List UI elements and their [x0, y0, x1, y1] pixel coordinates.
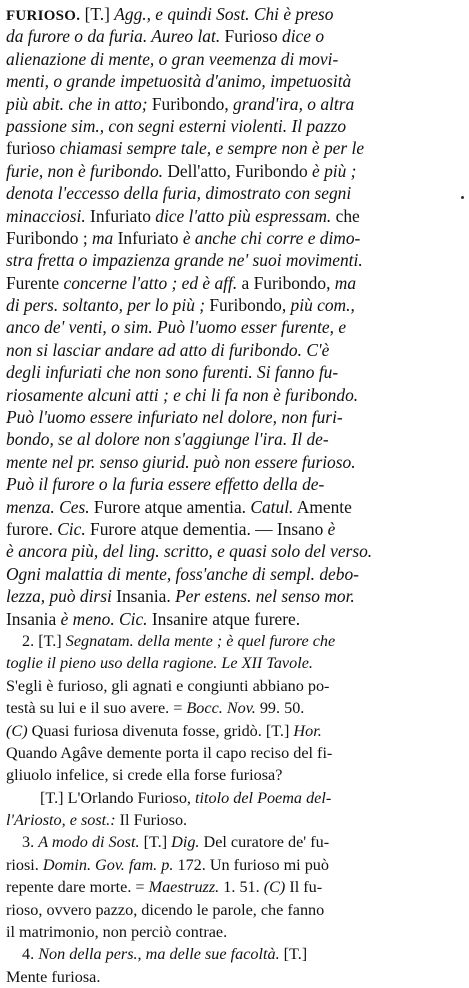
text-run: Può l'uomo essere infuriato nel dolore, non furi-: [6, 407, 343, 428]
text-run: Insania.: [111, 586, 176, 607]
text-run: 2.: [22, 631, 39, 650]
text-line: [6, 966, 464, 988]
text-run: Domin. Gov. fam. p.: [42, 855, 174, 874]
text-run: chiamasi sempre tale, e sempre non è per le: [59, 138, 365, 159]
text-run: [T.]: [38, 631, 66, 650]
text-run: Furore atque dementia. — Insano: [85, 518, 328, 539]
text-run: Furibondo,: [147, 93, 234, 114]
text-line: [6, 652, 464, 674]
text-run: toglie il pieno uso della ragione. Le XII Tavole.: [6, 654, 313, 673]
text-run: bondo, se al dolore non s'aggiunge l'ira. Il de-: [6, 429, 329, 450]
text-run: passione sim., con segni esterni violenti. Il pazzo: [6, 115, 347, 136]
text-run: 172. Un furioso mi può: [173, 855, 329, 874]
text-run: titolo del Poema del-: [195, 788, 332, 807]
text-line: [6, 943, 464, 965]
text-line: [6, 384, 464, 406]
text-line: [6, 697, 464, 719]
text-run: L'Orlando Furioso,: [67, 788, 196, 807]
text-run: non si lasciar andare ad atto di furibondo. C'è: [6, 339, 330, 360]
text-run: Bocc. Nov.: [186, 699, 256, 718]
text-run: Dell'atto,: [163, 160, 236, 181]
text-run: più abit. che in atto;: [6, 93, 148, 114]
text-line: [6, 451, 464, 473]
text-run: dice o: [282, 26, 325, 47]
text-run: più com.,: [290, 295, 355, 316]
text-run: gliuolo infelice, si crede ella forse furiosa?: [6, 766, 283, 785]
text-run: Furente: [6, 272, 64, 293]
text-run: Furore atque amentia.: [89, 496, 251, 517]
text-run: A modo di Sost.: [38, 833, 140, 852]
text-line: [6, 361, 464, 383]
text-line: [6, 563, 464, 585]
text-run: Agg., e quindi Sost. Chi è preso: [114, 4, 334, 24]
text-run: il matrimonio, non perciò contrae.: [6, 923, 228, 942]
text-run: Può il furore o la furia essere effetto della de-: [6, 474, 325, 495]
text-line: [6, 272, 464, 294]
text-run: concerne l'atto ; ed è aff.: [63, 272, 238, 293]
text-run: è anche chi corre e dimo-: [182, 227, 361, 248]
text-run: è: [327, 518, 336, 539]
text-run: riosi.: [6, 855, 43, 874]
text-line: [6, 764, 464, 786]
text-run: a: [237, 272, 254, 293]
text-run: è più ;: [312, 160, 357, 181]
text-run: è ancora più, del ling. scritto, e quasi solo del verso.: [6, 541, 373, 562]
text-line: [6, 93, 464, 115]
text-line: [6, 227, 464, 249]
text-run: dice l'atto più espressam.: [155, 205, 332, 226]
text-run: menza. Ces.: [6, 496, 90, 517]
text-run: Infuriato: [117, 227, 183, 248]
text-line: [6, 496, 464, 518]
text-line: [6, 540, 464, 562]
text-line: [6, 787, 464, 809]
text-line: [6, 115, 464, 137]
text-line: [6, 854, 464, 876]
text-line: [6, 137, 464, 159]
text-run: S'egli è furioso, gli agnati e congiunti abbiano po-: [6, 676, 330, 695]
text-run: Insania: [6, 608, 61, 629]
text-run: (C): [263, 878, 286, 897]
text-run: minacciosi.: [6, 205, 86, 226]
text-run: 3.: [22, 833, 39, 852]
text-line: [6, 921, 464, 943]
text-line: [6, 428, 464, 450]
text-run: 1. 51.: [219, 878, 264, 897]
text-line: [6, 25, 464, 47]
text-run: Catul.: [250, 496, 294, 517]
text-run: [T.]: [265, 721, 294, 740]
text-run: 99. 50.: [255, 699, 305, 718]
text-line: [6, 294, 464, 316]
text-run: furioso: [6, 138, 60, 159]
text-line: [6, 160, 464, 182]
text-run: Per estens. nel senso mor.: [175, 586, 355, 607]
text-run: furore.: [6, 518, 58, 539]
text-run: grand'ira, o altra: [233, 93, 355, 114]
text-run: alienazione di mente, o gran veemenza di movi-: [6, 48, 339, 69]
text-run: Cic.: [57, 518, 86, 539]
margin-mark: [461, 196, 464, 199]
text-line: [6, 899, 464, 921]
text-run: Amente: [293, 496, 352, 517]
text-run: Il fu-: [285, 878, 323, 897]
text-run: [T.]: [40, 788, 68, 807]
text-line: [6, 809, 464, 831]
text-run: Furibondo,: [253, 272, 335, 293]
text-run: anco de' venti, o sim. Può l'uomo esser furente, e: [6, 317, 347, 338]
text-run: Ogni malattia di mente, foss'anche di sempl. debo-: [6, 563, 359, 584]
text-run: (C): [6, 721, 32, 740]
text-run: Quando Agâve demente porta il capo reciso del fi-: [6, 743, 333, 762]
text-run: Hor.: [293, 721, 322, 740]
text-run: [T.]: [279, 945, 308, 964]
text-line: [6, 70, 464, 92]
text-run: Furibondo ;: [6, 227, 92, 248]
text-line: [6, 585, 464, 607]
text-run: 4.: [22, 945, 39, 964]
dictionary-entry: [6, 3, 464, 988]
text-run: che: [331, 205, 360, 226]
text-run: Del curatore de' fu-: [199, 833, 330, 852]
text-run: Maestruzz.: [148, 878, 220, 897]
text-line: [6, 675, 464, 697]
text-line: [6, 339, 464, 361]
text-line: [6, 182, 464, 204]
text-line: [6, 48, 464, 70]
text-run: riosamente alcuni atti ; e chi li fa non è furibondo.: [6, 384, 359, 405]
text-line: [6, 249, 464, 271]
text-run: furie, non è furibondo.: [6, 160, 163, 181]
text-run: Segnatam. della mente ; è quel furore che: [65, 631, 336, 650]
text-line: [6, 316, 464, 338]
text-run: da furore o da furia. Aureo lat.: [6, 26, 221, 47]
text-run: Furibondo: [235, 160, 313, 181]
text-run: [T.]: [80, 4, 115, 24]
text-run: è meno. Cic.: [60, 608, 148, 629]
text-run: Dig.: [171, 833, 200, 852]
text-run: degli infuriati che non sono furenti. Si fanno fu-: [6, 362, 339, 383]
text-line: [6, 608, 464, 630]
text-run: stra fretta o impazienza grande ne' suoi movimenti.: [6, 250, 363, 271]
text-run: ma: [334, 272, 357, 293]
text-run: Furibondo,: [205, 295, 291, 316]
text-run: Il Furioso.: [115, 811, 188, 830]
entry-senses-2-4: [6, 630, 464, 988]
text-run: Quasi furiosa divenuta fosse, gridò.: [31, 721, 266, 740]
text-run: ma: [92, 227, 118, 248]
text-run: rioso, ovvero pazzo, dicendo le parole, che fanno: [6, 900, 325, 919]
text-run: di pers. soltanto, per lo più ;: [6, 295, 206, 316]
text-run: FURIOSO.: [6, 8, 81, 24]
text-run: [T.]: [139, 833, 172, 852]
text-run: menti, o grande impetuosità d'animo, impetuosità: [6, 71, 352, 92]
text-run: lezza, può dirsi: [6, 586, 112, 607]
text-run: Insanire atque furere.: [147, 608, 301, 629]
text-run: Furioso: [220, 26, 283, 47]
text-run: l'Ariosto, e sost.:: [6, 811, 116, 830]
text-line: [6, 720, 464, 742]
text-run: Non della pers., ma delle sue facoltà.: [38, 945, 280, 964]
text-run: denota l'eccesso della furia, dimostrato con segni: [6, 183, 352, 204]
text-run: repente dare morte. =: [6, 878, 149, 897]
text-run: Infuriato: [85, 205, 156, 226]
text-run: mente nel pr. senso giurid. può non essere furioso.: [6, 451, 356, 472]
text-line: [6, 473, 464, 495]
text-run: Mente furiosa.: [6, 967, 101, 986]
text-run: testà su lui e il suo avere. =: [6, 699, 187, 718]
text-line: [6, 831, 464, 853]
text-line: [6, 630, 464, 652]
entry-sense-1: [6, 3, 464, 630]
text-line: [6, 518, 464, 540]
text-line: [6, 205, 464, 227]
text-line: [6, 406, 464, 428]
text-line: [6, 742, 464, 764]
text-line: [6, 3, 464, 25]
text-line: [6, 876, 464, 898]
